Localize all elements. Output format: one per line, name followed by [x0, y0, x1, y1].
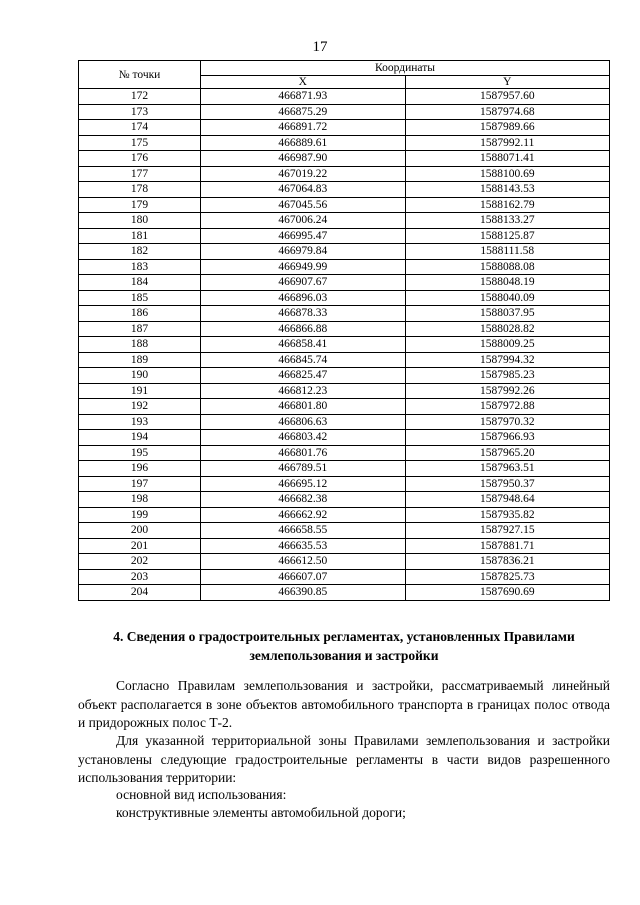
- table-row: [79, 569, 610, 585]
- point-number-cell: 183: [79, 259, 201, 275]
- x-coordinate-cell: 467019.22: [201, 166, 406, 182]
- x-coordinate-cell: 466866.88: [201, 321, 406, 337]
- y-coordinate-cell: 1588088.08: [405, 259, 610, 275]
- point-number-cell: 185: [79, 290, 201, 306]
- x-coordinate-cell: 466979.84: [201, 244, 406, 260]
- table-row: [79, 399, 610, 415]
- section-title-line-2: землепользования и застройки: [249, 648, 439, 663]
- point-number-cell: 204: [79, 585, 201, 601]
- coordinates-table-body: [79, 89, 610, 601]
- paragraph-2: Для указанной территориальной зоны Правилами землепользования и застройки установлены следующие градостроительные регламенты в части видов разрешенного использования территории:: [78, 733, 610, 785]
- x-coordinate-cell: 466871.93: [201, 89, 406, 105]
- point-number-cell: 188: [79, 337, 201, 353]
- x-coordinate-cell: 467006.24: [201, 213, 406, 229]
- y-coordinate-cell: 1587985.23: [405, 368, 610, 384]
- table-row: [79, 275, 610, 291]
- y-coordinate-cell: 1587974.68: [405, 104, 610, 120]
- point-number-cell: 172: [79, 89, 201, 105]
- x-coordinate-cell: 467064.83: [201, 182, 406, 198]
- point-number-cell: 202: [79, 554, 201, 570]
- paragraph-1: Согласно Правилам землепользования и застройки, рассматриваемый линейный объект располагается в зоне объектов автомобильного транспорта в границах полос отвода и придорожных полос Т-2.: [78, 678, 610, 730]
- x-coordinate-cell: 466806.63: [201, 414, 406, 430]
- road-elements-line: конструктивные элементы автомобильной дороги;: [116, 805, 406, 820]
- point-number-cell: 182: [79, 244, 201, 260]
- point-number-cell: 197: [79, 476, 201, 492]
- table-row: [79, 492, 610, 508]
- x-coordinate-cell: 466889.61: [201, 135, 406, 151]
- table-row: [79, 352, 610, 368]
- table-row: [79, 228, 610, 244]
- y-coordinate-cell: 1588028.82: [405, 321, 610, 337]
- table-row: [79, 166, 610, 182]
- y-coordinate-cell: 1587972.88: [405, 399, 610, 415]
- table-row: [79, 554, 610, 570]
- table-row: [79, 213, 610, 229]
- x-coordinate-cell: 466803.42: [201, 430, 406, 446]
- table-row: [79, 306, 610, 322]
- y-coordinate-cell: 1587825.73: [405, 569, 610, 585]
- x-coordinate-cell: 466789.51: [201, 461, 406, 477]
- x-coordinate-cell: 466949.99: [201, 259, 406, 275]
- point-number-cell: 195: [79, 445, 201, 461]
- point-number-cell: 191: [79, 383, 201, 399]
- point-number-cell: 190: [79, 368, 201, 384]
- table-row: [79, 585, 610, 601]
- table-row: [79, 445, 610, 461]
- point-number-cell: 196: [79, 461, 201, 477]
- y-coordinate-cell: 1587948.64: [405, 492, 610, 508]
- y-coordinate-cell: 1588071.41: [405, 151, 610, 167]
- y-coordinate-cell: 1588040.09: [405, 290, 610, 306]
- table-row: [79, 259, 610, 275]
- y-coordinate-cell: 1588162.79: [405, 197, 610, 213]
- point-number-cell: 187: [79, 321, 201, 337]
- point-number-cell: 201: [79, 538, 201, 554]
- x-coordinate-cell: 466845.74: [201, 352, 406, 368]
- table-row: [79, 368, 610, 384]
- y-coordinate-cell: 1587989.66: [405, 120, 610, 136]
- x-coordinate-cell: 466907.67: [201, 275, 406, 291]
- y-coordinate-cell: 1587957.60: [405, 89, 610, 105]
- x-coordinate-cell: 466658.55: [201, 523, 406, 539]
- table-row: [79, 151, 610, 167]
- x-coordinate-cell: 466987.90: [201, 151, 406, 167]
- section-title: [78, 627, 610, 665]
- y-coordinate-cell: 1587992.11: [405, 135, 610, 151]
- table-row: [79, 197, 610, 213]
- table-row: [79, 89, 610, 105]
- y-coordinate-cell: 1587992.26: [405, 383, 610, 399]
- header-x: X: [201, 76, 406, 89]
- point-number-cell: 178: [79, 182, 201, 198]
- point-number-cell: 194: [79, 430, 201, 446]
- point-number-cell: 181: [79, 228, 201, 244]
- point-number-cell: 199: [79, 507, 201, 523]
- y-coordinate-cell: 1588037.95: [405, 306, 610, 322]
- point-number-cell: 173: [79, 104, 201, 120]
- point-number-cell: 198: [79, 492, 201, 508]
- point-number-cell: 179: [79, 197, 201, 213]
- y-coordinate-cell: 1588009.25: [405, 337, 610, 353]
- table-row: [79, 120, 610, 136]
- x-coordinate-cell: 466662.92: [201, 507, 406, 523]
- table-row: [79, 244, 610, 260]
- point-number-cell: 177: [79, 166, 201, 182]
- x-coordinate-cell: 466390.85: [201, 585, 406, 601]
- x-coordinate-cell: 466682.38: [201, 492, 406, 508]
- point-number-cell: 203: [79, 569, 201, 585]
- point-number-cell: 193: [79, 414, 201, 430]
- x-coordinate-cell: 466612.50: [201, 554, 406, 570]
- table-row: [79, 337, 610, 353]
- x-coordinate-cell: 466801.80: [201, 399, 406, 415]
- x-coordinate-cell: 466995.47: [201, 228, 406, 244]
- table-row: [79, 135, 610, 151]
- y-coordinate-cell: 1588133.27: [405, 213, 610, 229]
- x-coordinate-cell: 466878.33: [201, 306, 406, 322]
- table-row: [79, 476, 610, 492]
- x-coordinate-cell: 467045.56: [201, 197, 406, 213]
- x-coordinate-cell: 466607.07: [201, 569, 406, 585]
- point-number-cell: 174: [79, 120, 201, 136]
- y-coordinate-cell: 1587966.93: [405, 430, 610, 446]
- table-row: [79, 383, 610, 399]
- y-coordinate-cell: 1587965.20: [405, 445, 610, 461]
- x-coordinate-cell: 466635.53: [201, 538, 406, 554]
- point-number-cell: 200: [79, 523, 201, 539]
- x-coordinate-cell: 466825.47: [201, 368, 406, 384]
- point-number-cell: 175: [79, 135, 201, 151]
- page-number: 17: [312, 39, 328, 55]
- y-coordinate-cell: 1587963.51: [405, 461, 610, 477]
- y-coordinate-cell: 1587950.37: [405, 476, 610, 492]
- y-coordinate-cell: 1588111.58: [405, 244, 610, 260]
- table-row: [79, 461, 610, 477]
- y-coordinate-cell: 1588125.87: [405, 228, 610, 244]
- x-coordinate-cell: 466875.29: [201, 104, 406, 120]
- point-number-cell: 180: [79, 213, 201, 229]
- table-row: [79, 538, 610, 554]
- table-row: [79, 290, 610, 306]
- y-coordinate-cell: 1587690.69: [405, 585, 610, 601]
- point-number-cell: 184: [79, 275, 201, 291]
- table-row: [79, 182, 610, 198]
- y-coordinate-cell: 1587881.71: [405, 538, 610, 554]
- x-coordinate-cell: 466801.76: [201, 445, 406, 461]
- x-coordinate-cell: 466858.41: [201, 337, 406, 353]
- point-number-cell: 176: [79, 151, 201, 167]
- y-coordinate-cell: 1587935.82: [405, 507, 610, 523]
- header-coordinates: Координаты: [201, 61, 610, 76]
- y-coordinate-cell: 1588100.69: [405, 166, 610, 182]
- x-coordinate-cell: 466896.03: [201, 290, 406, 306]
- y-coordinate-cell: 1588048.19: [405, 275, 610, 291]
- x-coordinate-cell: 466812.23: [201, 383, 406, 399]
- table-row: [79, 523, 610, 539]
- table-row: [79, 321, 610, 337]
- header-y: Y: [405, 76, 610, 89]
- header-point-number: № точки: [79, 61, 201, 89]
- x-coordinate-cell: 466695.12: [201, 476, 406, 492]
- main-use-line: основной вид использования:: [116, 787, 287, 802]
- y-coordinate-cell: 1587836.21: [405, 554, 610, 570]
- y-coordinate-cell: 1587927.15: [405, 523, 610, 539]
- y-coordinate-cell: 1587970.32: [405, 414, 610, 430]
- table-row: [79, 430, 610, 446]
- table-row: [79, 414, 610, 430]
- y-coordinate-cell: 1587994.32: [405, 352, 610, 368]
- point-number-cell: 186: [79, 306, 201, 322]
- section-title-line-1: 4. Сведения о градостроительных регламентах, установленных Правилами: [113, 629, 575, 644]
- point-number-cell: 192: [79, 399, 201, 415]
- table-row: [79, 104, 610, 120]
- table-row: [79, 507, 610, 523]
- point-number-cell: 189: [79, 352, 201, 368]
- coordinates-table: [78, 60, 610, 601]
- x-coordinate-cell: 466891.72: [201, 120, 406, 136]
- y-coordinate-cell: 1588143.53: [405, 182, 610, 198]
